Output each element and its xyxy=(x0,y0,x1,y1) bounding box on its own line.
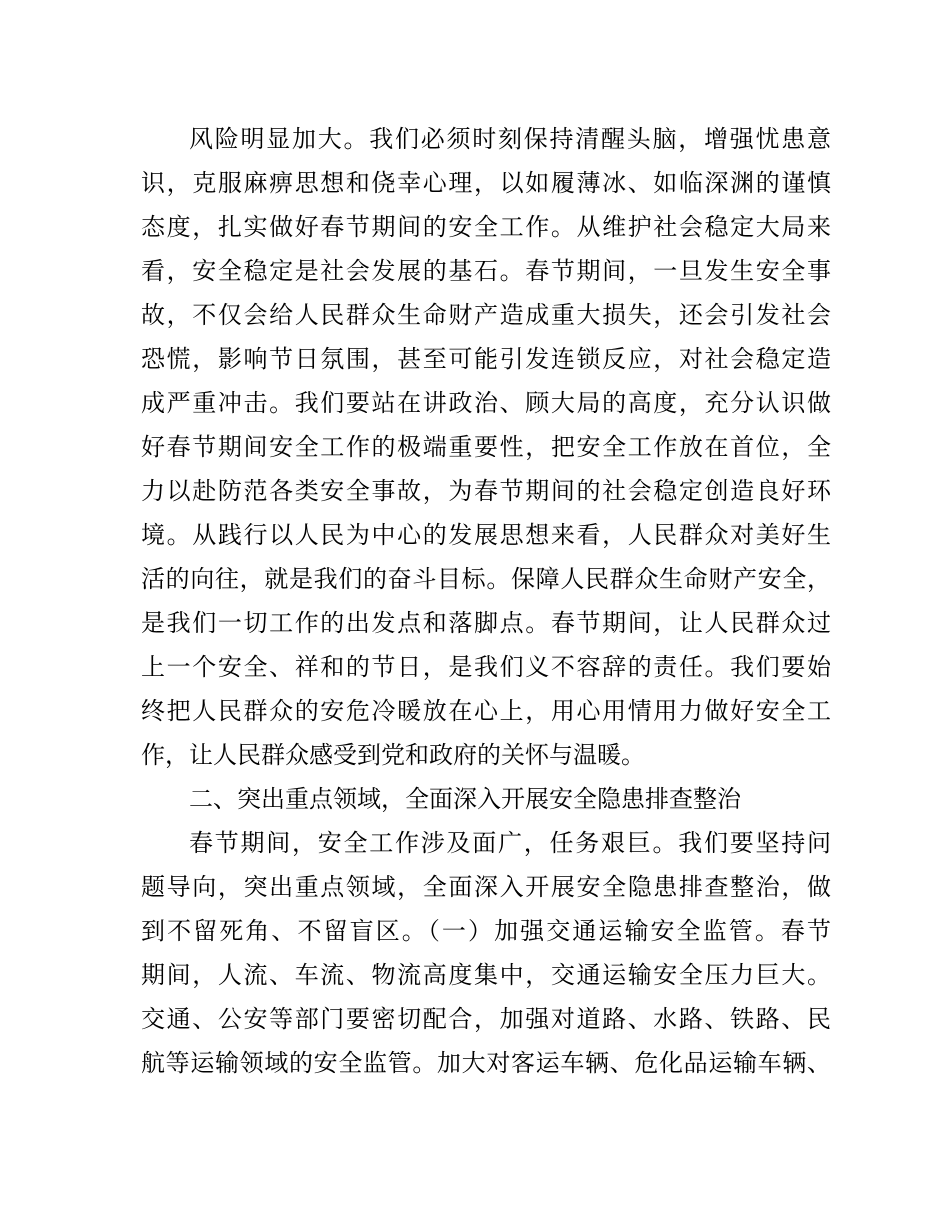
text-line: 识，克服麻痹思想和侥幸心理，以如履薄冰、如临深渊的谨慎 xyxy=(141,169,831,197)
text-line: 作，让人民群众感受到党和政府的关怀与温暖。 xyxy=(141,741,645,769)
text-line: 风险明显加大。我们必须时刻保持清醒头脑，增强忧患意 xyxy=(189,125,831,153)
document-body xyxy=(141,117,831,1085)
paragraph-risk-awareness xyxy=(141,117,831,777)
text-line: 期间，人流、车流、物流高度集中，交通运输安全压力巨大。 xyxy=(141,961,831,989)
text-line: 恐慌，影响节日氛围，甚至可能引发连锁反应，对社会稳定造 xyxy=(141,345,831,373)
section-heading xyxy=(141,777,831,821)
text-line: 境。从践行以人民为中心的发展思想来看，人民群众对美好生 xyxy=(141,521,831,549)
text-line: 故，不仅会给人民群众生命财产造成重大损失，还会引发社会 xyxy=(141,301,831,329)
text-line: 到不留死角、不留盲区。（一）加强交通运输安全监管。春节 xyxy=(141,917,831,945)
text-line: 上一个安全、祥和的节日，是我们义不容辞的责任。我们要始 xyxy=(141,653,831,681)
text-line: 终把人民群众的安危冷暖放在心上，用心用情用力做好安全工 xyxy=(141,697,831,725)
text-line: 春节期间，安全工作涉及面广，任务艰巨。我们要坚持问 xyxy=(189,829,831,857)
text-line: 题导向，突出重点领域，全面深入开展安全隐患排查整治，做 xyxy=(141,873,831,901)
text-line: 交通、公安等部门要密切配合，加强对道路、水路、铁路、民 xyxy=(141,1005,831,1033)
text-line: 态度，扎实做好春节期间的安全工作。从维护社会稳定大局来 xyxy=(141,213,831,241)
text-line: 是我们一切工作的出发点和落脚点。春节期间，让人民群众过 xyxy=(141,609,831,637)
text-line: 活的向往，就是我们的奋斗目标。保障人民群众生命财产安全， xyxy=(141,565,831,593)
text-line: 好春节期间安全工作的极端重要性，把安全工作放在首位，全 xyxy=(141,433,831,461)
paragraph-key-areas xyxy=(141,821,831,1085)
text-line: 力以赴防范各类安全事故，为春节期间的社会稳定创造良好环 xyxy=(141,477,831,505)
text-line: 航等运输领域的安全监管。加大对客运车辆、危化品运输车辆、 xyxy=(141,1049,831,1077)
text-line: 成严重冲击。我们要站在讲政治、顾大局的高度，充分认识做 xyxy=(141,389,831,417)
heading-text: 二、突出重点领域，全面深入开展安全隐患排查整治 xyxy=(189,785,741,813)
text-line: 看，安全稳定是社会发展的基石。春节期间，一旦发生安全事 xyxy=(141,257,831,285)
